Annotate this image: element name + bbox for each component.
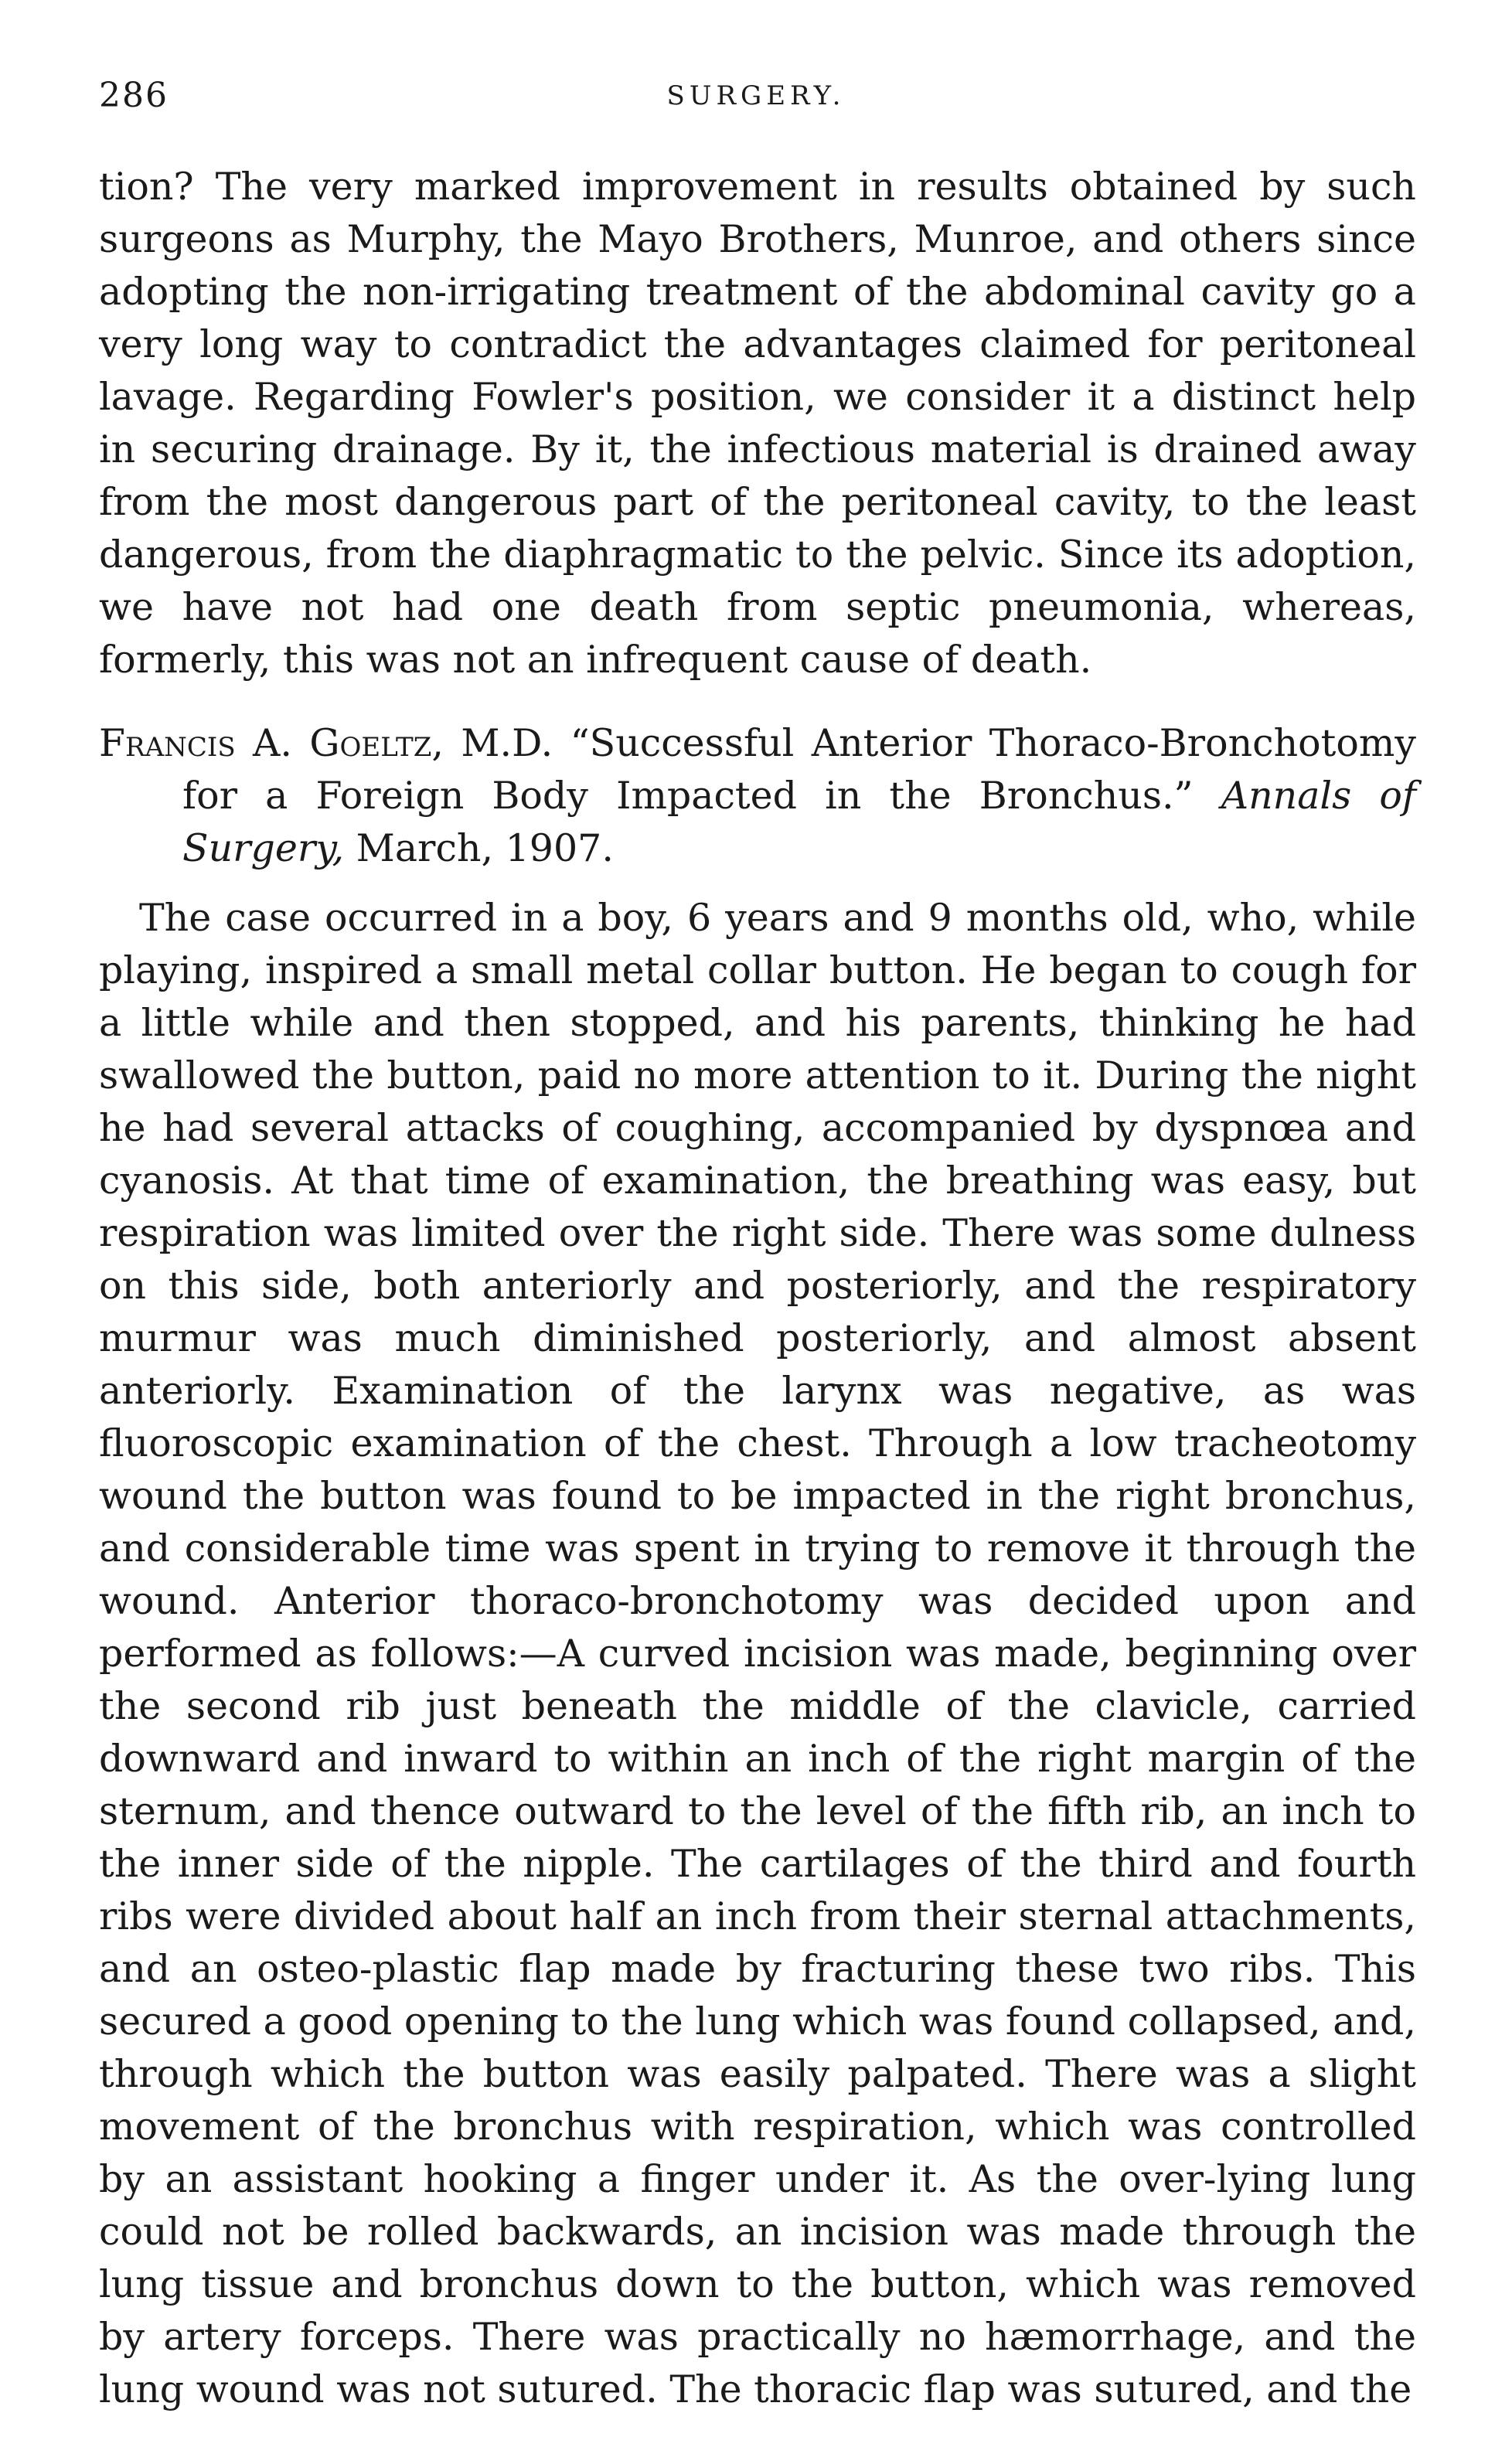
page-number: 286 xyxy=(99,76,169,115)
page-header xyxy=(99,76,1413,122)
citation-date: March, 1907. xyxy=(356,826,614,870)
citation-entry xyxy=(99,717,1416,875)
continuation-paragraph-block xyxy=(99,161,1416,686)
case-report-paragraph-block xyxy=(99,892,1416,2416)
running-title: SURGERY. xyxy=(666,80,846,111)
citation-author: Francis A. Goeltz, M.D. xyxy=(99,721,553,765)
citation-journal: Annals of Surgery, xyxy=(182,774,1416,870)
case-report-paragraph: The case occurred in a boy, 6 years and 9 months old, who, while playing, inspired a small metal collar button. He began to cough for a little while and then stopped, and his parents, thinking he had swallowed the button, paid no more attention to it. During the night he had several attacks of coughing, accompanied by dyspnœa and cyanosis. At that time of examination, the breathing was easy, but respiration was limited over the right side. There was some dulness on this side, both anteriorly and posteriorly, and the respiratory murmur was much diminished posteriorly, and almost absent anteriorly. Examination of the larynx was negative, as was fluoroscopic examination of the chest. Through a low tracheotomy wound the button was found to be impacted in the right bronchus, and considerable time was spent in trying to remove it through the wound. Anterior thoraco-bronchotomy was decided upon and performed as follows:—A curved incision was made, beginning over the second rib just beneath the middle of the clavicle, carried downward and inward to within an inch of the right margin of the sternum, and thence outward to the level of the fifth rib, an inch to the inner side of the nipple. The cartilages of the third and fourth ribs were divided about half an inch from their sternal attachments, and an osteo-plastic flap made by fracturing these two ribs. This secured a good opening to the lung which was found collapsed, and, through which the button was easily palpated. There was a slight movement of the bronchus with respiration, which was controlled by an assistant hooking a finger under it. As the over-lying lung could not be rolled backwards, an incision was made through the lung tissue and bronchus down to the button, which was removed by artery forceps. There was practically no hæmorrhage, and the lung wound was not sutured. The thoracic flap was sutured, and the xyxy=(99,896,1416,2411)
citation-title: “Successful Anterior Thoraco-Bronchotomy for a Foreign Body Impacted in the Bronchus.” xyxy=(182,721,1416,818)
continuation-paragraph: tion? The very marked improvement in results obtained by such surgeons as Murphy, the Mayo Brothers, Munroe, and others since adopting the non-irrigating treatment of the abdominal cavity go a very long way to contradict the advantages claimed for peritoneal lavage. Regarding Fowler's position, we consider it a distinct help in securing drainage. By it, the infectious material is drained away from the most dangerous part of the peritoneal cavity, to the least dangerous, from the diaphragmatic to the pelvic. Since its adoption, we have not had one death from septic pneumonia, whereas, formerly, this was not an infrequent cause of death. xyxy=(99,165,1416,682)
